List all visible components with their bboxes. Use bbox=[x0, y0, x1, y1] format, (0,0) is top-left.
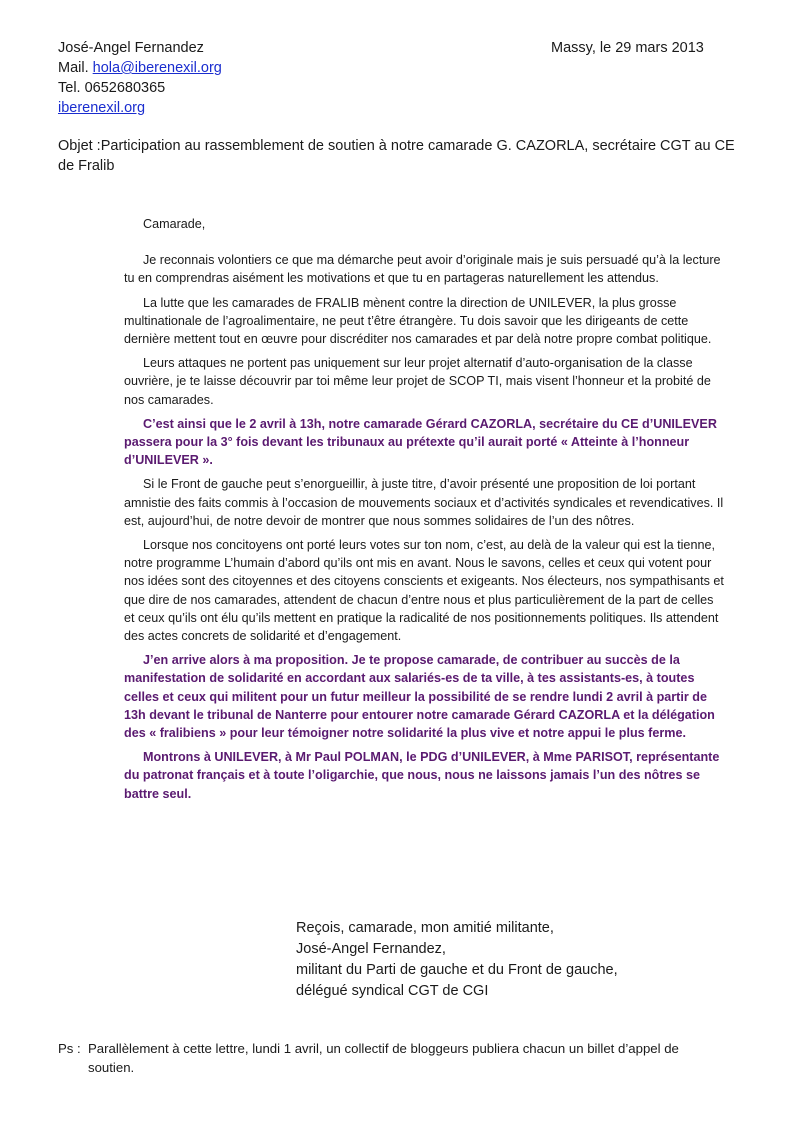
paragraph-3: Leurs attaques ne portent pas uniquement sur leur projet alternatif d’auto-organisation de la classe ouvrière, je te laisse découvrir par toi même leur projet de SCOP TI, mais visent l’honneur et la probité de nos camarades. bbox=[124, 356, 711, 407]
sender-name: José-Angel Fernandez bbox=[58, 40, 204, 56]
sender-mail-line bbox=[58, 58, 222, 78]
signoff-line-1: Reçois, camarade, mon amitié militante, bbox=[296, 920, 554, 936]
ps-label: Ps : bbox=[58, 1041, 81, 1056]
signoff-block bbox=[296, 918, 618, 1002]
sender-block bbox=[58, 38, 222, 118]
sender-tel: Tel. 0652680365 bbox=[58, 80, 166, 96]
letter-date: Massy, le 29 mars 2013 bbox=[551, 40, 704, 56]
letter-body bbox=[124, 215, 724, 803]
paragraph-4-highlight: C’est ainsi que le 2 avril à 13h, notre camarade Gérard CAZORLA, secrétaire du CE d’UNILEVER passera pour la 3° fois devant les tribunaux au prétexte qu’il aurait porté « Atteinte à l’honneur d’UNILEVER ». bbox=[124, 416, 717, 468]
signoff-line-2: José-Angel Fernandez, bbox=[296, 941, 446, 957]
email-link[interactable]: hola@iberenexil.org bbox=[92, 60, 222, 76]
ps-text: Parallèlement à cette lettre, lundi 1 avril, un collectif de bloggeurs publiera chacun un billet d’appel de soutien. bbox=[88, 1041, 679, 1075]
postscript bbox=[58, 1040, 718, 1077]
paragraph-7-highlight: J’en arrive alors à ma proposition. Je te propose camarade, de contribuer au succès de la manifestation de solidarité en accordant aux salariés-es de ta ville, à tes assistants-es, à toutes celles et ceux qui militent pour un futur meilleur la possibilité de se rendre lundi 2 avril à partir de 13h devant le tribunal de Nanterre pour entourer notre camarade Gérard CAZORLA et la délégation des « fralibiens » pour leur témoigner notre solidarité la plus vive et notre appui le plus ferme. bbox=[124, 653, 715, 741]
paragraph-2: La lutte que les camarades de FRALIB mènent contre la direction de UNILEVER, la plus grosse multinationale de l’agroalimentaire, ne peut t’être étrangère. Tu dois savoir que les dirigeants de cette dernière mettent tout en œuvre pour discréditer nos camarades et par delà notre propre combat politique. bbox=[124, 295, 712, 347]
signoff-line-4: délégué syndical CGT de CGI bbox=[296, 983, 489, 999]
letter-subject: Objet :Participation au rassemblement de soutien à notre camarade G. CAZORLA, secrétaire CGT au CE de Fralib bbox=[58, 138, 735, 174]
paragraph-5: Si le Front de gauche peut s’enorgueillir, à juste titre, d’avoir présenté une proposition de loi portant amnistie des faits commis à l’occasion de mouvements sociaux et d’activités syndicales et revendicatives. Il est, aujourd’hui, de notre devoir de montrer que nous sommes solidaires de l’un des nôtres. bbox=[124, 477, 724, 528]
paragraph-6: Lorsque nos concitoyens ont porté leurs votes sur ton nom, c’est, au delà de la valeur qui est la tienne, notre programme L’humain d’abord qu’ils ont mis en avant. Nous le savons, celles et ceux qui votent pour nos idées sont des citoyennes et des citoyens conscients et exigeants. Nos électeurs, nos sympathisants et que dire de nos camarades, attendent de chacun d’entre nous et plus particulièrement de la part de celles et ceux qu’ils ont élu qu’ils mettent en pratique la radicalité de nos positionnements politiques. Ils attendent des actes concrets de solidarité et d’engagement. bbox=[124, 538, 724, 644]
website-link[interactable]: iberenexil.org bbox=[58, 100, 146, 116]
mail-prefix: Mail. bbox=[58, 60, 89, 76]
greeting: Camarade, bbox=[143, 217, 206, 231]
paragraph-8-highlight: Montrons à UNILEVER, à Mr Paul POLMAN, le PDG d’UNILEVER, à Mme PARISOT, représentante du patronat français et à toute l’oligarchie, que nous, nous ne laissons jamais l’un des nôtres se battre seul. bbox=[124, 750, 720, 801]
paragraph-1: Je reconnais volontiers ce que ma démarche peut avoir d’originale mais je suis persuadé qu’à la lecture tu en comprendras aisément les motivations et que tu en partageras naturellement les attendus. bbox=[124, 253, 721, 286]
signoff-line-3: militant du Parti de gauche et du Front de gauche, bbox=[296, 962, 618, 978]
